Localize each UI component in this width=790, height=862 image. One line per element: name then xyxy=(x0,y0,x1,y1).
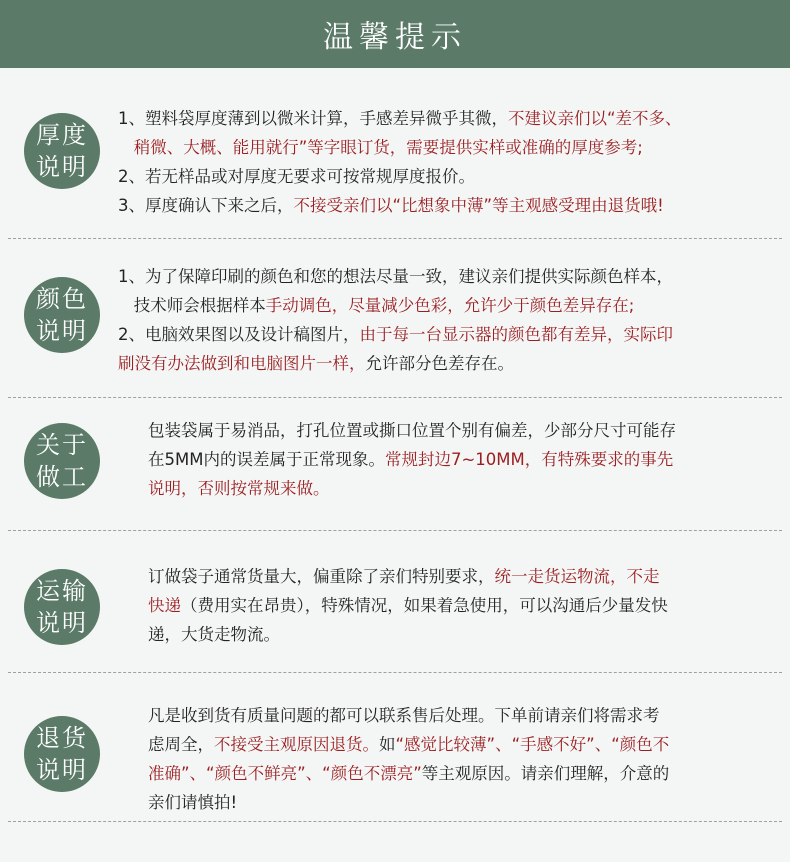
body-text: 1、为了保障印刷的颜色和您的想法尽量一致，建议亲们提供实际颜色样本， xyxy=(118,267,673,286)
emphasis-text: 常规封边7~10MM，有特殊要求的事先 xyxy=(384,450,674,469)
body-text: 在5MM内的误差属于正常现象。 xyxy=(148,450,385,469)
body-text: 1、塑料袋厚度薄到以微米计算，手感差异微乎其微， xyxy=(118,109,508,128)
badge-text: 说明 xyxy=(36,153,88,181)
emphasis-text: 不接受主观原因退货。 xyxy=(214,735,379,754)
text-line xyxy=(118,349,673,378)
text-line xyxy=(148,591,668,620)
dashed-divider xyxy=(8,238,782,239)
emphasis-text: 说明，否则按常规来做。 xyxy=(148,479,330,498)
emphasis-text: 手动调色，尽量减少色彩，允许少于颜色差异存在; xyxy=(265,296,635,315)
body-text: 2、若无样品或对厚度无要求可按常规厚度报价。 xyxy=(118,167,475,186)
body-text: 允许部分色差存在。 xyxy=(365,354,514,373)
text-line xyxy=(118,162,682,191)
body-text: 技术师会根据样本 xyxy=(118,296,266,315)
text-line xyxy=(148,759,669,788)
badge-text: 说明 xyxy=(36,609,88,637)
dashed-divider xyxy=(8,397,782,398)
emphasis-text: 快递 xyxy=(148,596,181,615)
body-text: 凡是收到货有质量问题的都可以联系售后处理。下单前请亲们将需求考 xyxy=(148,706,660,725)
badge-text: 退货 xyxy=(36,724,88,752)
text-line xyxy=(118,320,673,349)
text-line xyxy=(148,788,669,817)
section-text xyxy=(148,416,676,503)
section-badge xyxy=(24,569,100,645)
text-line xyxy=(118,262,673,291)
body-text: 2、电脑效果图以及设计稿图片， xyxy=(118,325,360,344)
emphasis-text: 刷没有办法做到和电脑图片一样， xyxy=(118,354,366,373)
section-text xyxy=(118,104,682,220)
text-line xyxy=(148,445,676,474)
section-text xyxy=(148,701,669,817)
badge-text: 厚度 xyxy=(36,121,88,149)
text-line xyxy=(118,191,682,220)
badge-text: 关于 xyxy=(36,431,88,459)
emphasis-text: 稍微、大概、能用就行”等字眼订货，需要提供实样或准确的厚度参考; xyxy=(118,138,643,157)
body-text: 订做袋子通常货量大，偏重除了亲们特别要求， xyxy=(148,567,495,586)
emphasis-text: 不建议亲们以“差不多、 xyxy=(508,109,682,128)
body-text: 递，大货走物流。 xyxy=(148,625,280,644)
badge-text: 说明 xyxy=(36,317,88,345)
badge-text: 运输 xyxy=(36,577,88,605)
body-text: 3、厚度确认下来之后， xyxy=(118,196,294,215)
page-title: 温馨提示 xyxy=(323,20,467,55)
body-text: 虑周全， xyxy=(148,735,214,754)
body-text: （费用实在昂贵），特殊情况，如果着急使用，可以沟通后少量发快 xyxy=(181,596,668,615)
text-line xyxy=(148,416,676,445)
section-text xyxy=(118,262,673,378)
dashed-divider xyxy=(8,821,782,822)
badge-text: 说明 xyxy=(36,756,88,784)
badge-text: 做工 xyxy=(36,463,88,491)
section-badge xyxy=(24,423,100,499)
section-badge xyxy=(24,277,100,353)
emphasis-text: 由于每一台显示器的颜色都有差异，实际印 xyxy=(359,325,673,344)
emphasis-text: 准确”、“颜色不鲜亮”、“颜色不漂亮” xyxy=(148,764,422,783)
section-badge xyxy=(24,113,100,189)
emphasis-text: “感觉比较薄”、“手感不好”、“颜色不 xyxy=(395,735,670,754)
text-line xyxy=(148,701,669,730)
section-text xyxy=(148,562,668,649)
text-line xyxy=(148,730,669,759)
text-line xyxy=(148,620,668,649)
title-banner xyxy=(0,0,790,68)
text-line xyxy=(118,133,682,162)
body-text: 如 xyxy=(379,735,396,754)
body-text: 包装袋属于易消品，打孔位置或撕口位置个别有偏差，少部分尺寸可能存 xyxy=(148,421,676,440)
body-text: 亲们请慎拍! xyxy=(148,793,238,812)
text-line xyxy=(118,291,673,320)
dashed-divider xyxy=(8,672,782,673)
text-line xyxy=(148,562,668,591)
dashed-divider xyxy=(8,530,782,531)
text-line xyxy=(148,474,676,503)
emphasis-text: 统一走货运物流，不走 xyxy=(494,567,660,586)
body-text: 等主观原因。请亲们理解，介意的 xyxy=(421,764,670,783)
text-line xyxy=(118,104,682,133)
emphasis-text: 不接受亲们以“比想象中薄”等主观感受理由退货哦! xyxy=(293,196,664,215)
section-badge xyxy=(24,716,100,792)
badge-text: 颜色 xyxy=(36,285,88,313)
